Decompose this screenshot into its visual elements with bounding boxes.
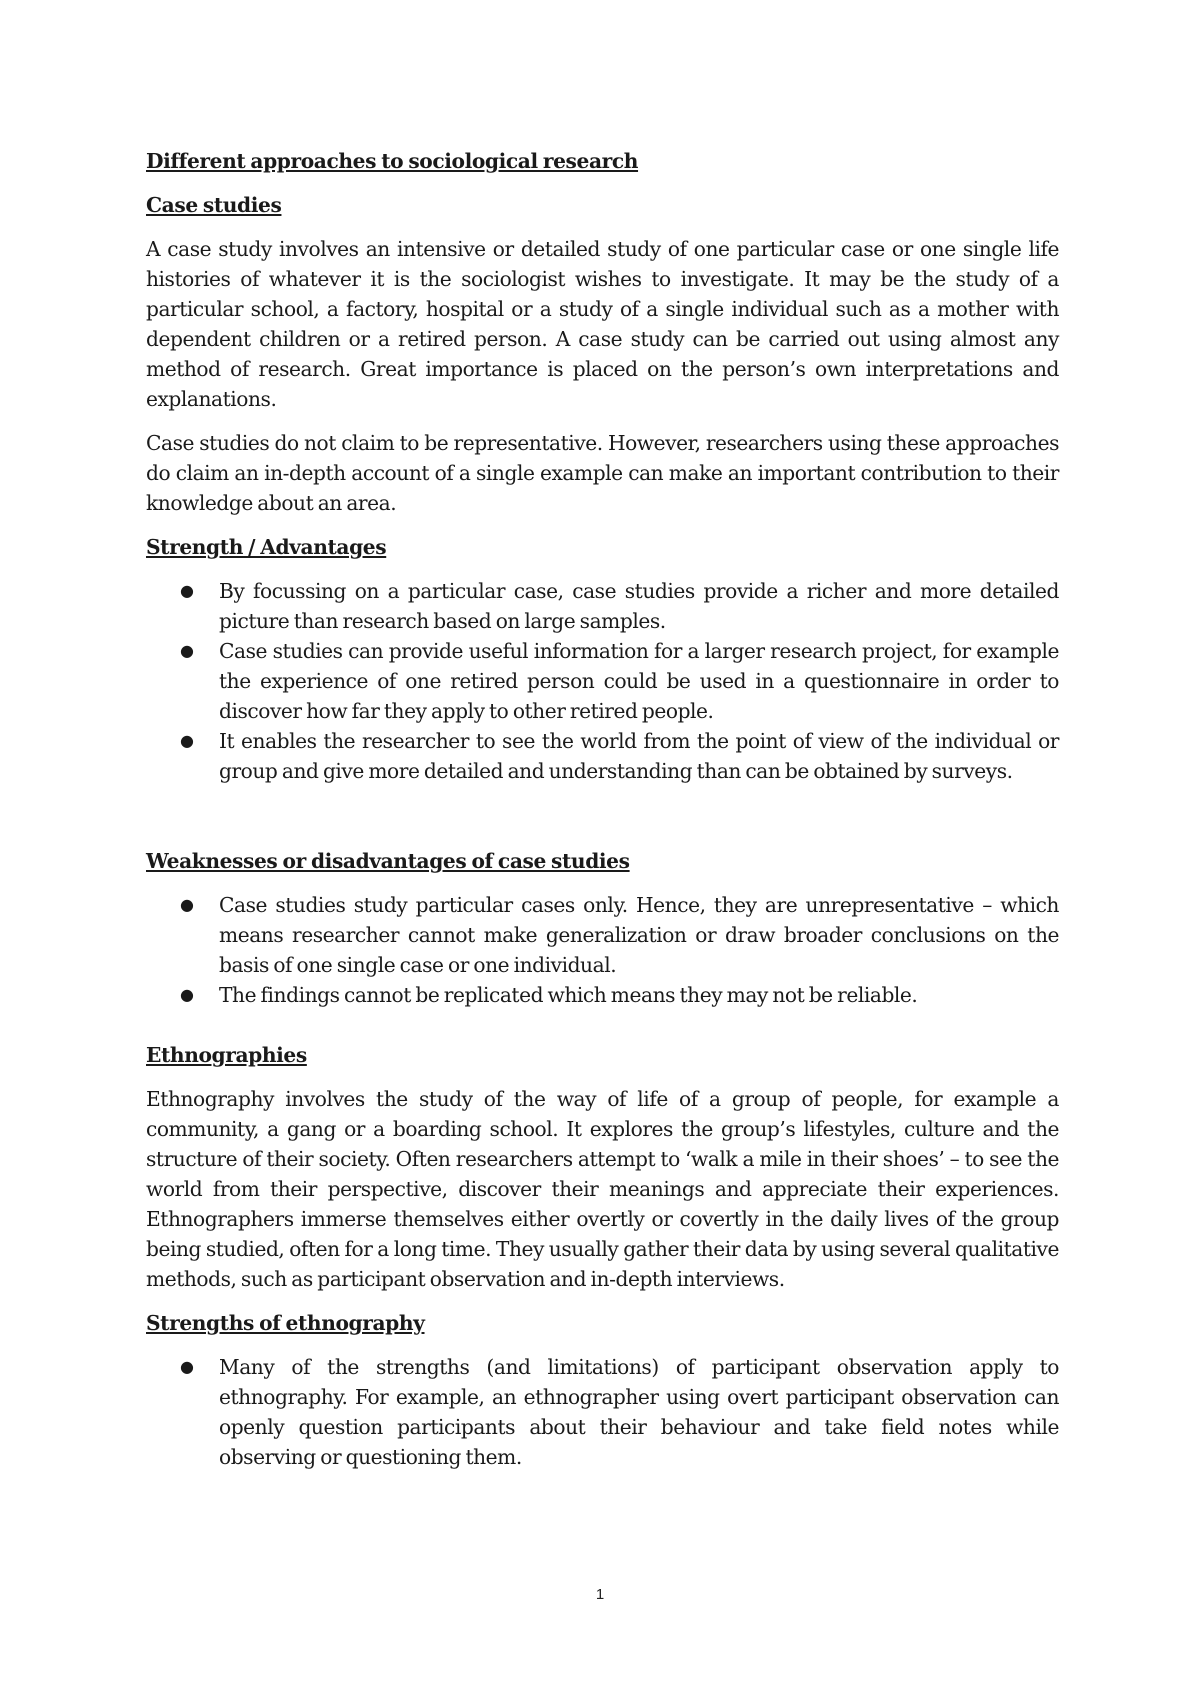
section-heading-case-studies: Case studies bbox=[146, 193, 282, 217]
paragraph: A case study involves an intensive or detailed study of one particular case or one single life histories of whatever it is the sociologist wishes to investigate. It may be the study of a particular school, a factory, hospital or a study of a single individual such as a mother with dependent children or a retired person. A case study can be carried out using almost any method of research. Great importance is placed on the person’s own interpretations and explanations. bbox=[146, 237, 1059, 411]
list-item-text: Many of the strengths (and limitations) of participant observation apply to ethnography. For example, an ethnographer using overt participant observation can openly question participants about their behaviour and take field notes while observing or questioning them. bbox=[219, 1355, 1059, 1469]
page-number: 1 bbox=[595, 1586, 605, 1603]
bullet-icon: ● bbox=[180, 895, 194, 914]
list-item-text: By focussing on a particular case, case studies provide a richer and more detailed picture than research based on large samples. bbox=[219, 579, 1059, 633]
section-heading-ethnographies: Ethnographies bbox=[146, 1043, 307, 1067]
list-item-text: Case studies can provide useful information for a larger research project, for example the experience of one retired person could be used in a questionnaire in order to discover how far they apply to other retired people. bbox=[219, 639, 1059, 723]
bullet-list-ethnography-strengths bbox=[146, 1352, 1059, 1472]
paragraph: Case studies do not claim to be representative. However, researchers using these approaches do claim an in-depth account of a single example can make an important contribution to their knowledge about an area. bbox=[146, 431, 1059, 515]
bullet-icon: ● bbox=[180, 581, 194, 600]
document-page bbox=[146, 146, 1059, 1486]
bullet-icon: ● bbox=[180, 1357, 194, 1376]
document-title: Different approaches to sociological research bbox=[146, 149, 639, 173]
list-item bbox=[180, 980, 1059, 1010]
list-item bbox=[180, 726, 1059, 786]
list-item-text: It enables the researcher to see the world from the point of view of the individual or group and give more detailed and understanding than can be obtained by surveys. bbox=[219, 729, 1059, 783]
paragraph: Ethnography involves the study of the way of life of a group of people, for example a community, a gang or a boarding school. It explores the group’s lifestyles, culture and the structure of their society. Often researchers attempt to ‘walk a mile in their shoes’ – to see the world from their perspective, discover their meanings and appreciate their experiences. Ethnographers immerse themselves either overtly or covertly in the daily lives of the group being studied, often for a long time. They usually gather their data by using several qualitative methods, such as participant observation and in-depth interviews. bbox=[146, 1087, 1059, 1291]
spacer bbox=[146, 800, 1059, 846]
list-item bbox=[180, 1352, 1059, 1472]
list-item bbox=[180, 636, 1059, 726]
list-item bbox=[180, 890, 1059, 980]
bullet-icon: ● bbox=[180, 731, 194, 750]
spacer bbox=[146, 1024, 1059, 1040]
bullet-icon: ● bbox=[180, 985, 194, 1004]
section-heading-weaknesses: Weaknesses or disadvantages of case studies bbox=[146, 849, 630, 873]
bullet-list-strengths bbox=[146, 576, 1059, 786]
section-heading-ethnography-strengths: Strengths of ethnography bbox=[146, 1311, 425, 1335]
bullet-icon: ● bbox=[180, 641, 194, 660]
section-heading-strengths: Strength / Advantages bbox=[146, 535, 387, 559]
list-item-text: The findings cannot be replicated which means they may not be reliable. bbox=[219, 983, 918, 1007]
list-item-text: Case studies study particular cases only. Hence, they are unrepresentative – which means researcher cannot make generalization or draw broader conclusions on the basis of one single case or one individual. bbox=[219, 893, 1059, 977]
bullet-list-weaknesses bbox=[146, 890, 1059, 1010]
list-item bbox=[180, 576, 1059, 636]
